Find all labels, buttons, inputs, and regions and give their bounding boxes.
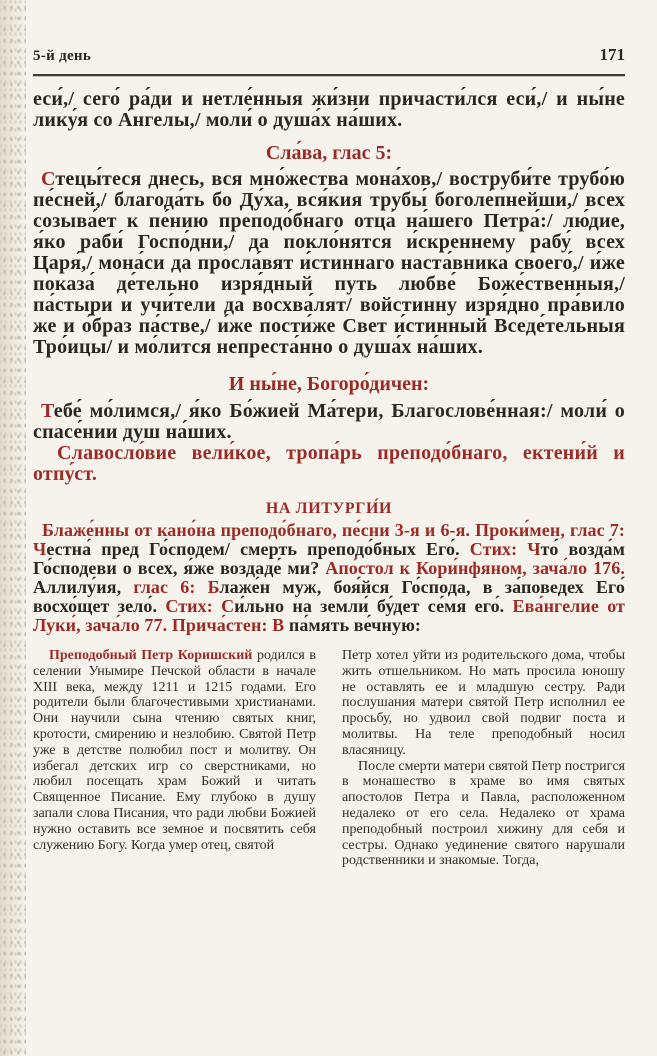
bogorodichen-paragraph xyxy=(33,401,625,443)
liturgy-segment: лаже́н муж, боя́йся Го́спода, в за́поведех Его́ восхо́щет зело́. xyxy=(33,577,625,616)
hagiography-left-text: родился в селении Унымире Печской области в начале XIII века, между 1211 и 1215 годами. Его родители были благочестивыми христианами. Они научили сына чтению святых книг, кротости, смирению и незлобию. Святой Петр уже в детстве полюбил пост и молитву. Он избегал детских игр со сверстниками, но любил посещать храм Божий и читать Священное Писание. Ему глубоко в душу запали слова Писания, что ради любви Божией нужно оставить все земное и посвятить себя служению Богу. Когда умер отец, святой xyxy=(33,648,316,853)
liturgy-segment-initial: Ч xyxy=(33,539,47,559)
heading-slava-glas-5: Сла́ва, глас 5: xyxy=(265,142,393,164)
rubric-doxology: Славосло́вие вели́кое, тропа́рь преподо́бнаго, ектени́й и отпу́ст. xyxy=(33,442,625,485)
bogorodichen-text: ебе́ мо́лимся,/ я́ко Бо́жией Ма́тери, Благослове́нная:/ моли́ о спасе́нии душ на́ших. xyxy=(33,400,625,443)
scan-noise-strip xyxy=(0,0,26,1056)
hagiography-left-column xyxy=(33,648,316,869)
header-page-number: 171 xyxy=(599,45,625,64)
liturgy-segment: Апо́стол к Кори́нфяном, зача́ло 176. xyxy=(325,558,625,578)
liturgy-segment-initial: Б xyxy=(207,577,220,597)
red-initial-letter: С xyxy=(41,168,56,190)
hagiography-right-column xyxy=(342,648,625,869)
liturgy-segment: Стих: xyxy=(469,539,528,559)
liturgy-segment: то́ возда́м Го́сподеви о всех, я́же воздаде́ ми? xyxy=(33,539,625,578)
sticheron-continuation-paragraph: еси́,/ сего́ ра́ди и нетле́нныя жи́зни причасти́лся еси́,/ и ны́не лику́я со А́нгелы,/ моли́ о душа́х на́ших. xyxy=(33,88,625,131)
heading-i-nyne-bogorodichen: И ны́не, Богоро́дичен: xyxy=(228,373,430,395)
page-content xyxy=(33,0,625,869)
page-header xyxy=(33,0,625,65)
liturgy-segment-initial: В xyxy=(272,615,285,635)
liturgy-segment: Аллилу́ия, xyxy=(33,577,134,597)
liturgy-segment: Стих: xyxy=(165,596,222,616)
liturgy-segment: естна́ пред Го́сподем/ смерть преподо́бных Его́. xyxy=(46,539,470,559)
header-rule xyxy=(33,74,625,76)
liturgy-segment: Блаже́нны от кано́на преподо́бнаго, пе́сни 3-я и 6-я. Проки́мен, глас 7: xyxy=(42,520,625,540)
sticheron-slava-paragraph xyxy=(33,169,625,358)
red-initial-letter: Т xyxy=(41,400,54,422)
liturgy-segment: глас 6: xyxy=(133,577,208,597)
header-day-label: 5-й день xyxy=(33,48,92,64)
hagiography-paragraph-1 xyxy=(33,648,316,853)
liturgy-segment: па́мять ве́чную: xyxy=(284,615,422,635)
liturgy-segment-initial: Ч xyxy=(527,539,541,559)
liturgy-segment: Ева́нгелие от Луки́, зача́ло 77. Прича́стен: xyxy=(33,596,626,635)
hagiography-paragraph-1-continuation: Петр хотел уйти из родительского дома, чтобы жить отшельником. Но мать просила юношу не оставлять ее и младшую сестру. Ради послушания матери святой Петр исполнил ее просьбу, но удвоил свой подвиг поста и молитвы. На теле преподобный носил власяницу. xyxy=(342,648,625,758)
hagiography-paragraph-2: После смерти матери святой Петр постригся в монашество в храме во имя святых апостолов Петра и Павла, расположенном недалеко от его села. Недалеко от храма преподобный построил хижину для себя и сестры. Однако уединение святого нарушали родственники и знакомые. Тогда, xyxy=(342,758,625,869)
hagiography-columns xyxy=(33,648,625,869)
liturgy-segment-initial: С xyxy=(221,596,235,616)
liturgy-segment: и́льно на земли́ бу́дет се́мя его́. xyxy=(234,596,513,616)
saint-name-lead: Преподобный Петр Коришский xyxy=(49,648,253,663)
heading-na-liturgii: НА ЛИТУРГИ́И xyxy=(265,500,393,517)
sticheron-slava-text: тецы́теся днесь, вся мно́жества мона́хов,/ воструби́те трубо́ю пе́сней,/ благода́ть бо Ду́ха, вся́кия трубы́ боголе́пнейши,/ всех созыва́ет к пе́нию преподо́бнаго отца́ на́шего Петра́:/ лю́дие, я́ко раби́ Госпо́дни,/ да покло́нятся и́скреннему рабу́ всех Царя́,/ мона́си да просла́вят и́стиннаго наста́вника своего́,/ и́же показа́ де́тельно изря́дный путь любве́ Боже́ственныя,/ па́стыри и учи́тели да восхва́лят/ войстинну изря́дно пра́вило же и о́браз па́стве,/ и́же пости́же Свет и́стинный Вседе́тельныя Тро́ицы/ и мо́лится непреста́нно о душа́х на́ших. xyxy=(33,168,625,358)
liturgy-rubric-paragraph xyxy=(33,521,625,635)
